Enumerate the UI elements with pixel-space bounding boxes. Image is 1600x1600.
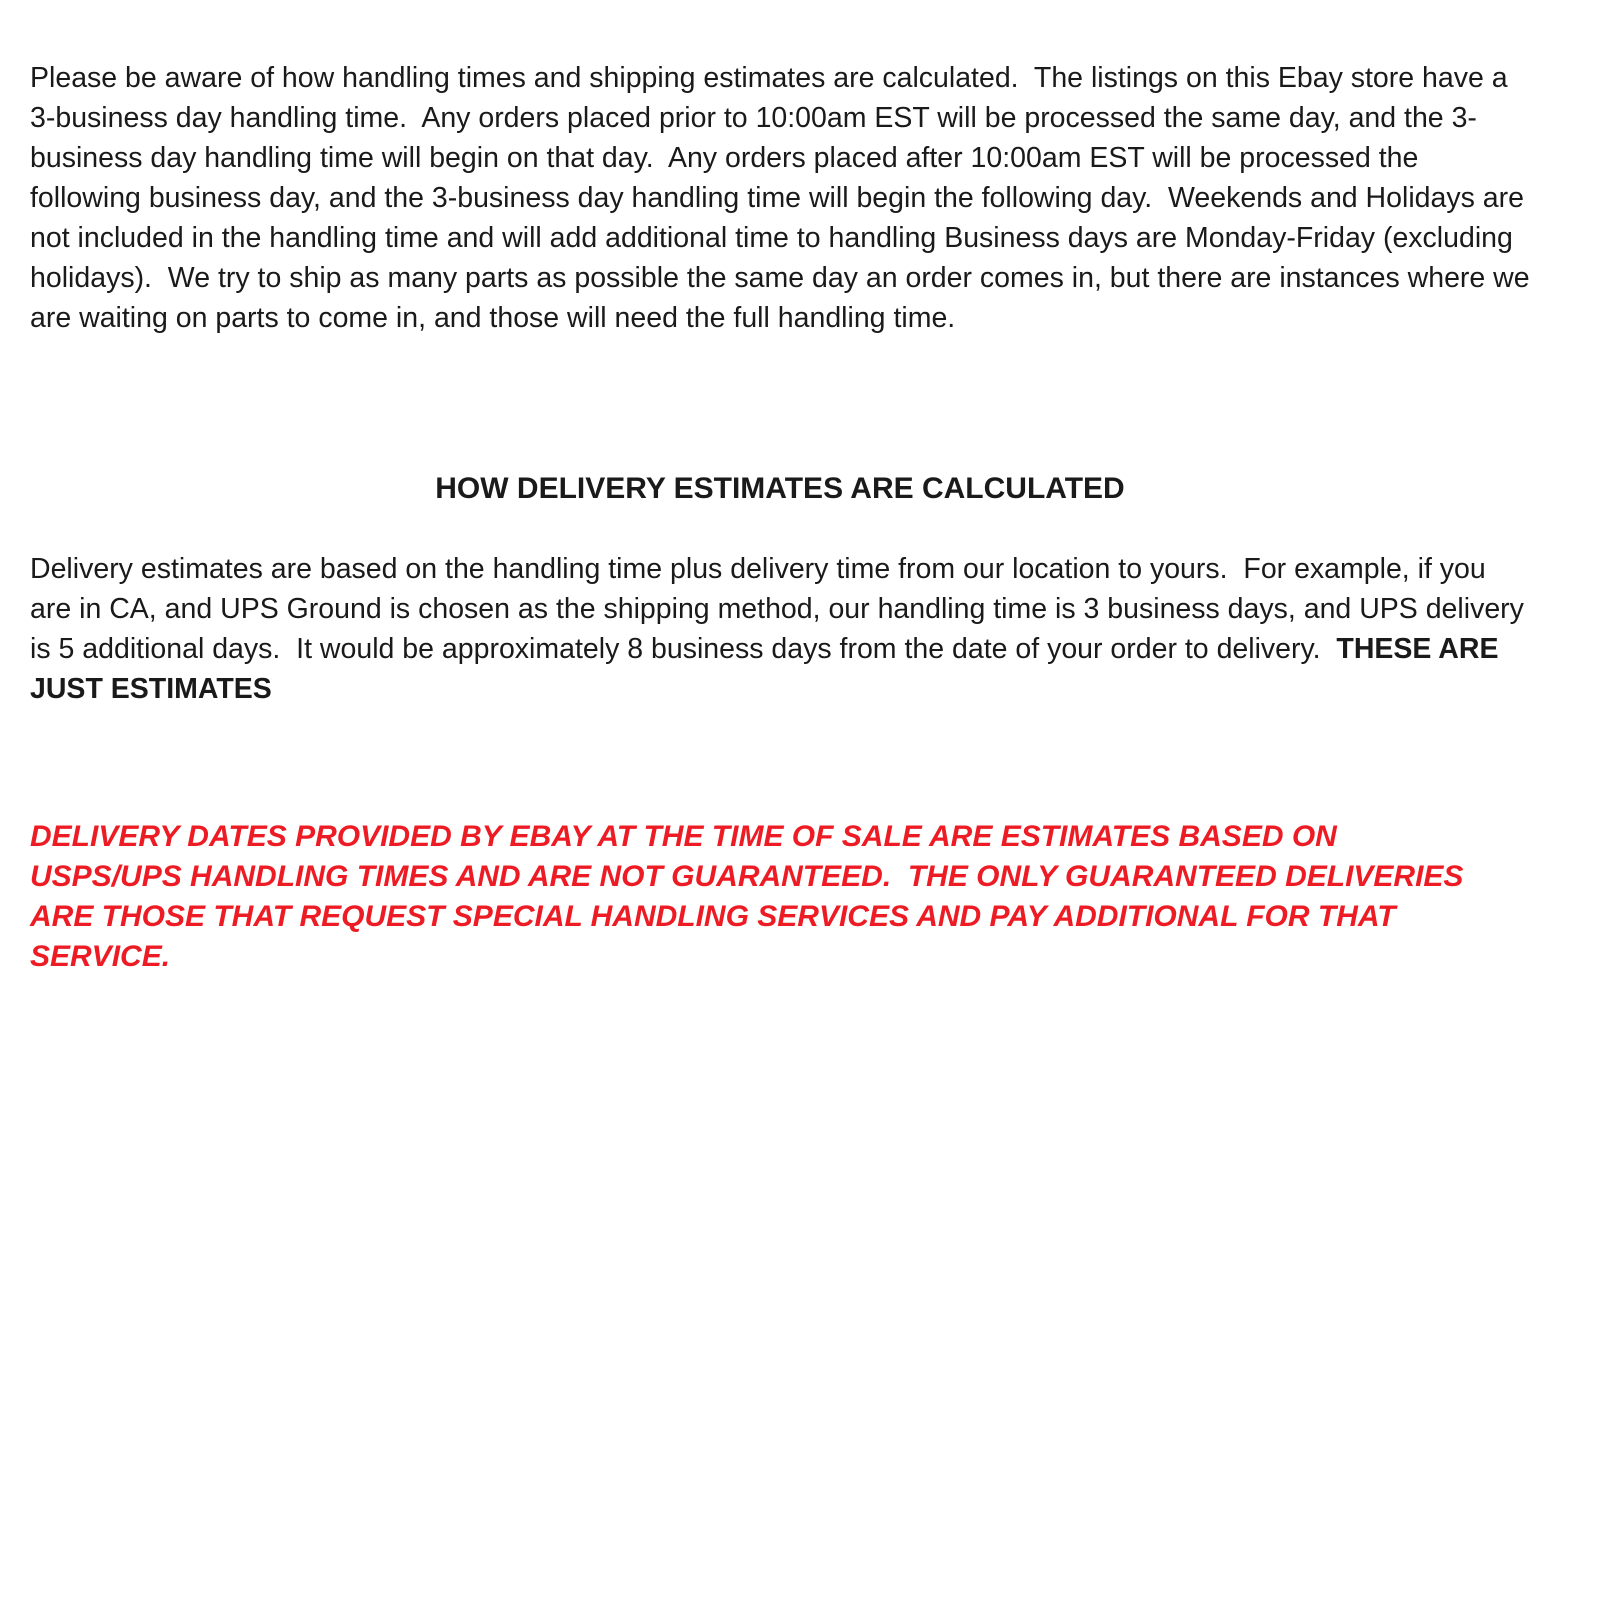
just-estimates-emphasis: THESE ARE JUST ESTIMATES bbox=[30, 633, 1507, 705]
delivery-estimates-paragraph bbox=[30, 549, 1530, 709]
delivery-estimates-heading: HOW DELIVERY ESTIMATES ARE CALCULATED bbox=[435, 472, 1125, 505]
delivery-estimates-text: Delivery estimates are based on the handling time plus delivery time from our location to yours. For example, if you are in CA, and UPS Ground is chosen as the shipping method, our handling time is 3 business days, and UPS delivery is 5 additional days. It would be approximately 8 business days from the date of your order to delivery. bbox=[30, 553, 1532, 665]
red-guarantee-notice: DELIVERY DATES PROVIDED BY EBAY AT THE TIME OF SALE ARE ESTIMATES BASED ON USPS/UPS HANDLING TIMES AND ARE NOT GUARANTEED. THE ONLY GUARANTEED DELIVERIES ARE THOSE THAT REQUEST SPECIAL HANDLING SERVICES AND PAY ADDITIONAL FOR THAT SERVICE. bbox=[30, 820, 1471, 973]
handling-time-paragraph: Please be aware of how handling times and shipping estimates are calculated. The listings on this Ebay store have a 3-business day handling time. Any orders placed prior to 10:00am EST will be processed the same day, and the 3-business day handling time will begin on that day. Any orders placed after 10:00am EST will be processed the following business day, and the 3-business day handling time will begin the following day. Weekends and Holidays are not included in the handling time and will add additional time to handling Business days are Monday-Friday (excluding holidays). We try to ship as many parts as possible the same day an order comes in, but there are instances where we are waiting on parts to come in, and those will need the full handling time. bbox=[30, 62, 1538, 334]
